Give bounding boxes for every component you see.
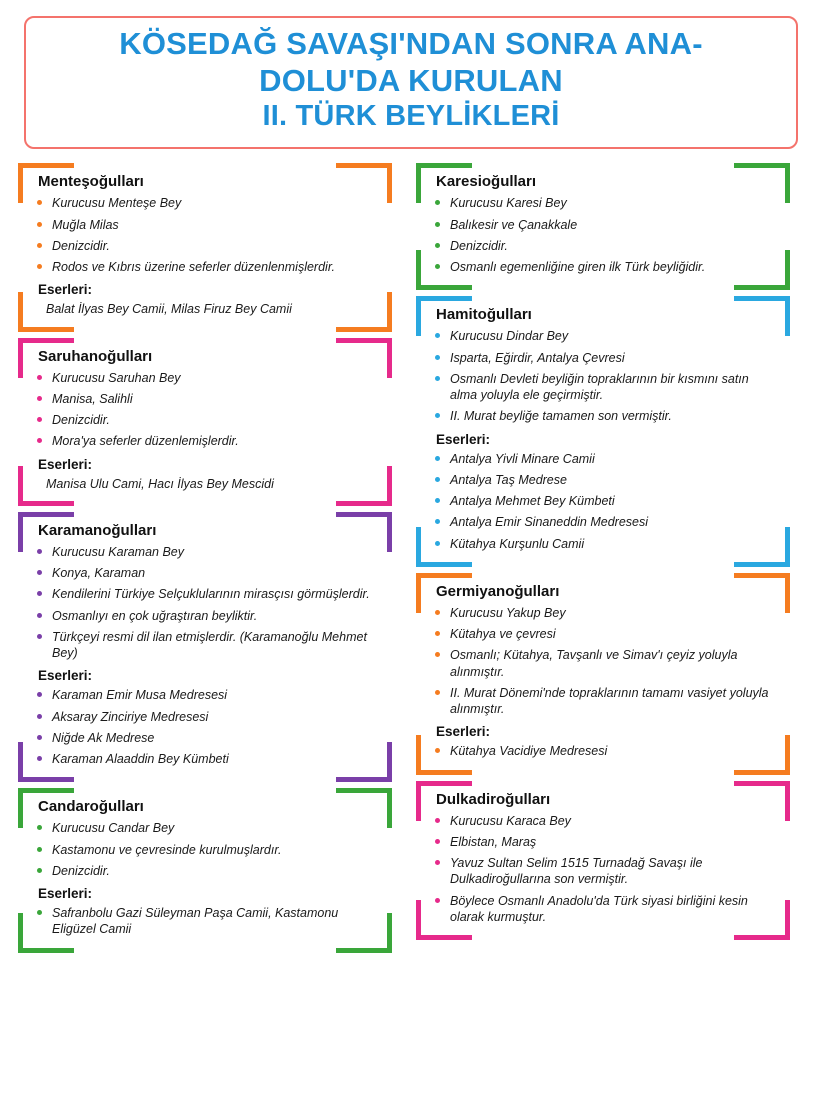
list-item: Kurucusu Dindar Bey [434,328,778,344]
beylik-card [416,573,790,775]
list-item: Konya, Karaman [36,565,380,581]
list-item: Muğla Milas [36,217,380,233]
list-item: Kurucusu Candar Bey [36,820,380,836]
beylik-facts-list [434,813,778,926]
bullet-dot-icon [37,735,42,740]
list-item: Kütahya ve çevresi [434,626,778,642]
works-list [36,687,380,767]
bullet-dot-icon [435,898,440,903]
beylik-name: Dulkadiroğulları [436,790,551,808]
beylik-facts-list [434,195,778,275]
list-item: Antalya Emir Sinaneddin Medresesi [434,514,778,530]
bullet-dot-icon [37,396,42,401]
list-item: Aksaray Zinciriye Medresesi [36,709,380,725]
bullet-dot-icon [435,631,440,636]
list-item: Kastamonu ve çevresinde kurulmuşlardır. [36,842,380,858]
bullet-dot-icon [435,333,440,338]
beylik-card [416,163,790,290]
beylik-facts-list [36,544,380,662]
bullet-dot-icon [435,652,440,657]
works-heading: Eserleri: [436,431,491,447]
bullet-dot-icon [37,264,42,269]
beylik-facts-list [36,370,380,450]
works-text: Balat İlyas Bey Camii, Milas Firuz Bey Camii [46,302,292,317]
list-item: Antalya Mehmet Bey Kümbeti [434,493,778,509]
bullet-dot-icon [37,847,42,852]
bullet-dot-icon [435,541,440,546]
page-title-line-3: II. TÜRK BEYLİKLERİ [262,100,560,133]
works-list [36,905,380,938]
bullet-dot-icon [435,818,440,823]
beylik-facts-list [36,820,380,879]
bullet-dot-icon [37,375,42,380]
page-title-line-1: KÖSEDAĞ SAVAŞI'NDAN SONRA ANA- [119,26,703,61]
list-item: II. Murat Dönemi'nde topraklarının tamamı vasiyet yoluyla alınmıştır. [434,685,778,718]
list-item: Kütahya Kurşunlu Camii [434,536,778,552]
bullet-dot-icon [435,860,440,865]
bullet-dot-icon [37,825,42,830]
content-columns [18,163,804,958]
list-item: Türkçeyi resmi dil ilan etmişlerdir. (Karamanoğlu Mehmet Bey) [36,629,380,662]
beylik-card [18,512,392,783]
beylik-name: Saruhanoğulları [38,347,153,365]
bullet-dot-icon [37,613,42,618]
list-item: Antalya Yivli Minare Camii [434,451,778,467]
list-item: Manisa, Salihli [36,391,380,407]
bullet-dot-icon [37,243,42,248]
works-list [434,743,778,759]
bullet-dot-icon [37,591,42,596]
bullet-dot-icon [435,839,440,844]
list-item: Osmanlı egemenliğine giren ilk Türk beyliğidir. [434,259,778,275]
works-heading: Eserleri: [38,456,93,472]
page-title-line-2: DOLU'DA KURULAN [259,62,563,98]
list-item: Balıkesir ve Çanakkale [434,217,778,233]
beylik-name: Karesioğulları [436,173,537,191]
bullet-dot-icon [435,477,440,482]
beylik-card [18,788,392,952]
works-text: Manisa Ulu Cami, Hacı İlyas Bey Mescidi [46,476,274,491]
bullet-dot-icon [37,417,42,422]
bullet-dot-icon [37,549,42,554]
bullet-dot-icon [37,868,42,873]
list-item: Karaman Emir Musa Medresesi [36,687,380,703]
bullet-dot-icon [37,222,42,227]
list-item: II. Murat beyliğe tamamen son vermiştir. [434,408,778,424]
bullet-dot-icon [37,756,42,761]
list-item: Böylece Osmanlı Anadolu'da Türk siyasi birliğini kesin olarak kurmuştur. [434,893,778,926]
list-item: Kurucusu Saruhan Bey [36,370,380,386]
beylik-name: Karamanoğulları [38,521,157,539]
bullet-dot-icon [37,714,42,719]
bullet-dot-icon [435,413,440,418]
bullet-dot-icon [435,222,440,227]
bullet-dot-icon [435,519,440,524]
list-item: Denizcidir. [36,238,380,254]
list-item: Antalya Taş Medrese [434,472,778,488]
bullet-dot-icon [435,456,440,461]
list-item: Karaman Alaaddin Bey Kümbeti [36,751,380,767]
works-list [434,451,778,552]
beylik-name: Menteşoğulları [38,173,144,191]
bullet-dot-icon [37,200,42,205]
list-item: Kütahya Vacidiye Medresesi [434,743,778,759]
beylik-name: Candaroğulları [38,798,144,816]
list-item: Denizcidir. [36,863,380,879]
bullet-dot-icon [435,264,440,269]
beylik-card [416,781,790,941]
bullet-dot-icon [37,910,42,915]
works-heading: Eserleri: [436,724,491,740]
works-heading: Eserleri: [38,886,93,902]
works-heading: Eserleri: [38,282,93,298]
list-item: Elbistan, Maraş [434,834,778,850]
beylik-card [18,163,392,331]
list-item: Yavuz Sultan Selim 1515 Turnadağ Savaşı ile Dulkadiroğullarına son vermiştir. [434,855,778,888]
beylik-card [416,296,790,567]
right-column [416,163,790,946]
beylik-facts-list [434,328,778,424]
list-item: Niğde Ak Medrese [36,730,380,746]
list-item: Isparta, Eğirdir, Antalya Çevresi [434,350,778,366]
bullet-dot-icon [435,498,440,503]
list-item: Kendilerini Türkiye Selçuklularının mirasçısı görmüşlerdir. [36,586,380,602]
beylik-name: Hamitoğulları [436,306,532,324]
left-column [18,163,392,958]
beylik-facts-list [434,605,778,718]
bullet-dot-icon [435,748,440,753]
bullet-dot-icon [37,634,42,639]
beylik-card [18,338,392,506]
list-item: Osmanlı Devleti beyliğin topraklarının bir kısmını satın alma yoluyla ele geçirmiştir. [434,371,778,404]
list-item: Denizcidir. [36,412,380,428]
bullet-dot-icon [37,438,42,443]
list-item: Safranbolu Gazi Süleyman Paşa Camii, Kastamonu Eligüzel Camii [36,905,380,938]
list-item: Kurucusu Yakup Bey [434,605,778,621]
bullet-dot-icon [37,692,42,697]
list-item: Kurucusu Karaca Bey [434,813,778,829]
beylik-facts-list [36,195,380,275]
list-item: Denizcidir. [434,238,778,254]
bullet-dot-icon [435,355,440,360]
document-title-box [24,16,798,149]
bullet-dot-icon [435,690,440,695]
list-item: Kurucusu Menteşe Bey [36,195,380,211]
list-item: Rodos ve Kıbrıs üzerine seferler düzenlenmişlerdir. [36,259,380,275]
bullet-dot-icon [37,570,42,575]
list-item: Osmanlıyı en çok uğraştıran beyliktir. [36,608,380,624]
list-item: Mora'ya seferler düzenlemişlerdir. [36,433,380,449]
beylik-name: Germiyanoğulları [436,582,560,600]
list-item: Kurucusu Karesi Bey [434,195,778,211]
bullet-dot-icon [435,200,440,205]
bullet-dot-icon [435,610,440,615]
list-item: Osmanlı; Kütahya, Tavşanlı ve Simav'ı çeyiz yoluyla alınmıştır. [434,647,778,680]
bullet-dot-icon [435,243,440,248]
bullet-dot-icon [435,376,440,381]
list-item: Kurucusu Karaman Bey [36,544,380,560]
works-heading: Eserleri: [38,668,93,684]
